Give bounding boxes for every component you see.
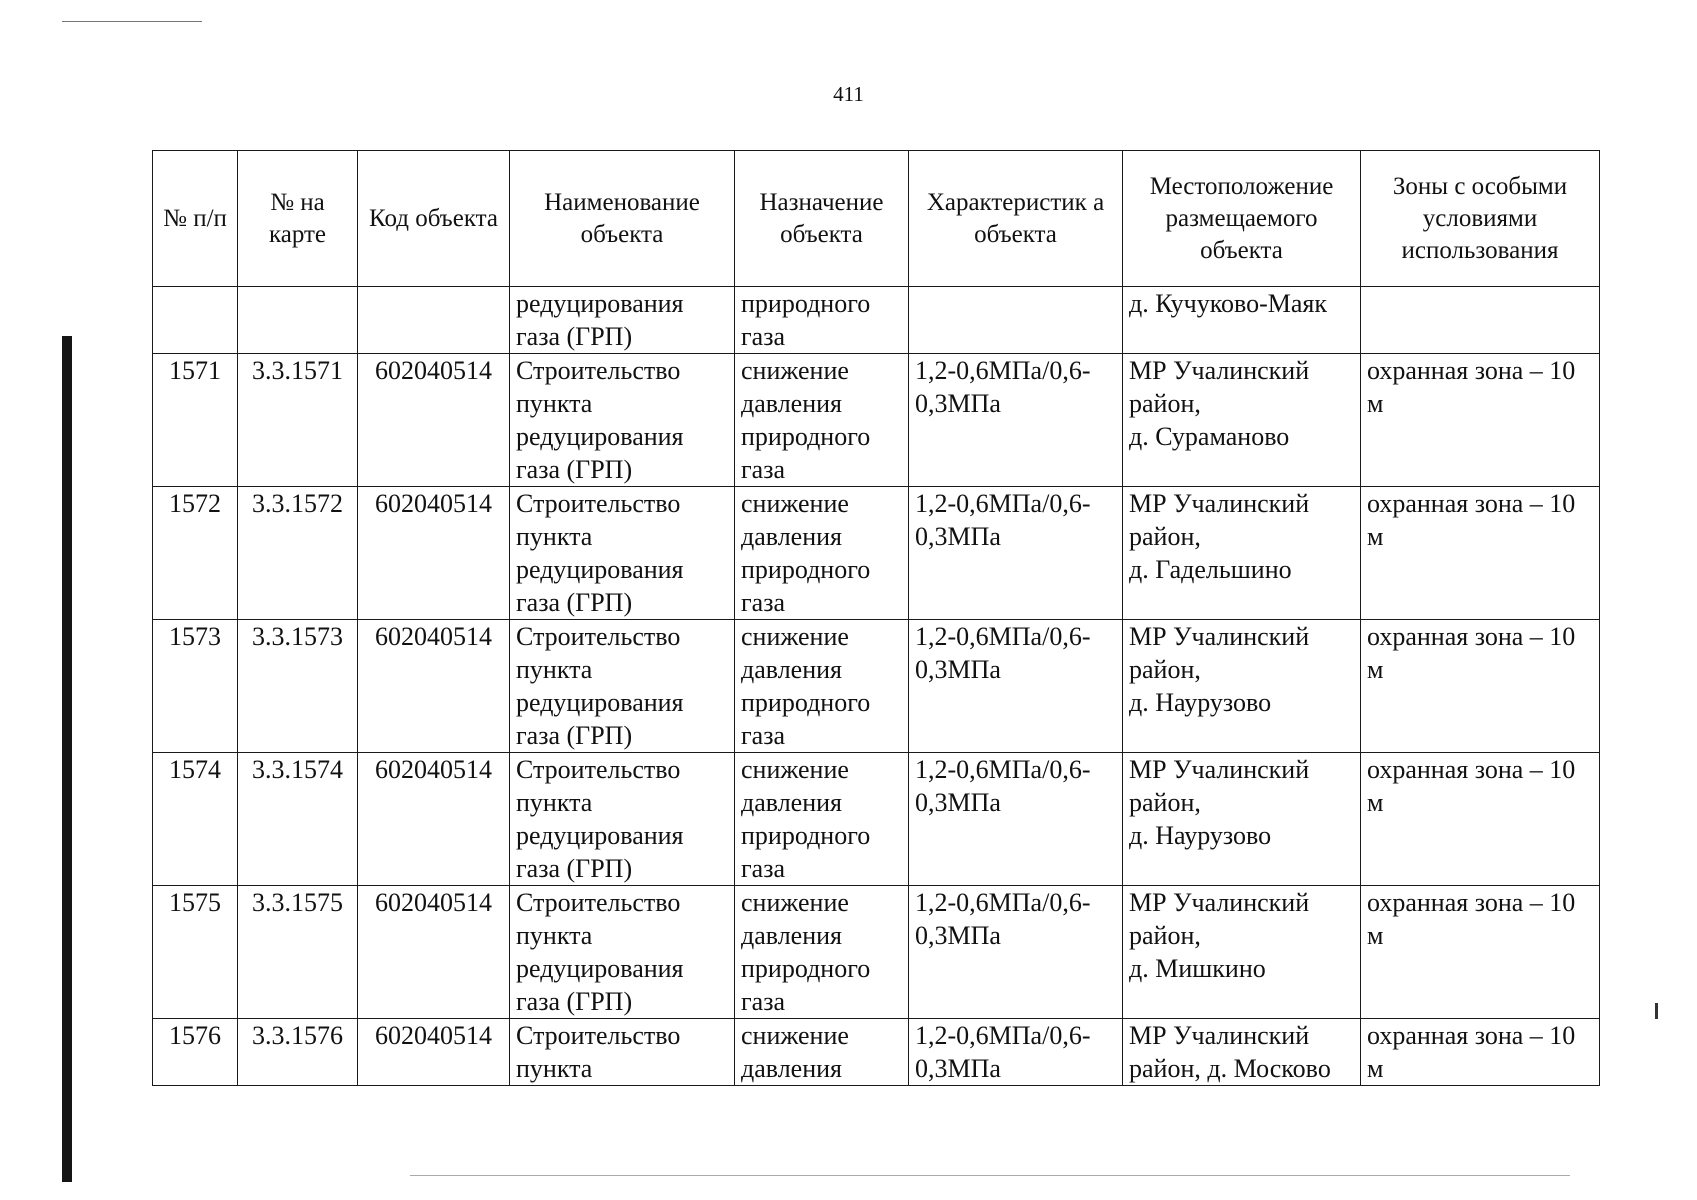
header-spec: Характеристик а объекта (909, 151, 1123, 287)
cell-location (1123, 753, 1361, 886)
header-num: № п/п (153, 151, 238, 287)
cell-map: 3.3.1575 (238, 886, 358, 1019)
cell-code: 602040514 (358, 886, 510, 1019)
cell-location: д. Кучуково-Маяк (1123, 287, 1361, 354)
cell-purpose: природного газа (735, 287, 909, 354)
header-map-num: № на карте (238, 151, 358, 287)
table-body (153, 287, 1600, 1086)
header-purpose: Назначение объекта (735, 151, 909, 287)
cell-name: Строительство пункта редуцирования газа (ГРП) (510, 886, 735, 1019)
header-location: Местоположение размещаемого объекта (1123, 151, 1361, 287)
page-number: 411 (833, 82, 864, 106)
table-row (153, 620, 1600, 753)
cell-map: 3.3.1572 (238, 487, 358, 620)
cell-code: 602040514 (358, 487, 510, 620)
cell-num (153, 287, 238, 354)
cell-spec: 1,2-0,6МПа/0,6-0,3МПа (909, 753, 1123, 886)
cell-spec: 1,2-0,6МПа/0,6-0,3МПа (909, 886, 1123, 1019)
cell-zone: охранная зона – 10 м (1361, 620, 1600, 753)
cell-purpose: снижение давления природного газа (735, 886, 909, 1019)
location-line-2: д. Мишкино (1129, 954, 1266, 983)
location-line-1: МР Учалинский район, (1129, 888, 1310, 950)
cell-purpose: снижение давления природного газа (735, 487, 909, 620)
table-row (153, 1019, 1600, 1086)
location-line-2: д. Наурузово (1129, 688, 1272, 717)
header-zone: Зоны с особыми условиями использования (1361, 151, 1600, 287)
location-line-1: МР Учалинский район, (1129, 356, 1310, 418)
cell-zone (1361, 287, 1600, 354)
location-line-1: МР Учалинский район, (1129, 489, 1310, 551)
cell-purpose: снижение давления (735, 1019, 909, 1086)
location-line-1: МР Учалинский район, (1129, 622, 1310, 684)
table-header (153, 151, 1600, 287)
cell-location: МР Учалинский район, д. Московo (1123, 1019, 1361, 1086)
cell-name: Строительство пункта редуцирования газа (ГРП) (510, 753, 735, 886)
location-line-2: д. Наурузово (1129, 821, 1272, 850)
cell-spec: 1,2-0,6МПа/0,6-0,3МПа (909, 620, 1123, 753)
cell-purpose: снижение давления природного газа (735, 620, 909, 753)
cell-code: 602040514 (358, 753, 510, 886)
scan-artifact-top-line (62, 21, 202, 22)
cell-num: 1571 (153, 354, 238, 487)
cell-map (238, 287, 358, 354)
table-row (153, 354, 1600, 487)
cell-map: 3.3.1574 (238, 753, 358, 886)
cell-num: 1573 (153, 620, 238, 753)
header-code: Код объекта (358, 151, 510, 287)
cell-location (1123, 487, 1361, 620)
location-line-2: д. Гадельшино (1129, 555, 1292, 584)
cell-zone: охранная зона – 10 м (1361, 354, 1600, 487)
cell-name: Строительство пункта редуцирования газа (ГРП) (510, 487, 735, 620)
table-row (153, 886, 1600, 1019)
cell-zone: охранная зона – 10 м (1361, 886, 1600, 1019)
cell-zone: охранная зона – 10 м (1361, 753, 1600, 886)
cell-num: 1576 (153, 1019, 238, 1086)
header-name: Наименование объекта (510, 151, 735, 287)
cell-name: редуцирования газа (ГРП) (510, 287, 735, 354)
cell-location (1123, 354, 1361, 487)
scan-artifact-bottom-line (410, 1175, 1570, 1176)
cell-code: 602040514 (358, 620, 510, 753)
cell-spec: 1,2-0,6МПа/0,6-0,3МПа (909, 487, 1123, 620)
cell-map: 3.3.1573 (238, 620, 358, 753)
cell-spec: 1,2-0,6МПа/0,6-0,3МПа (909, 1019, 1123, 1086)
cell-location (1123, 620, 1361, 753)
cell-num: 1574 (153, 753, 238, 886)
cell-purpose: снижение давления природного газа (735, 354, 909, 487)
table-row (153, 753, 1600, 886)
cell-name: Строительство пункта редуцирования газа (ГРП) (510, 354, 735, 487)
cell-location (1123, 886, 1361, 1019)
cell-zone: охранная зона – 10 м (1361, 487, 1600, 620)
scan-artifact-right-mark (1655, 1003, 1658, 1019)
cell-name: Строительство пункта (510, 1019, 735, 1086)
cell-purpose: снижение давления природного газа (735, 753, 909, 886)
table-row (153, 487, 1600, 620)
location-line-2: д. Сураманово (1129, 422, 1290, 451)
cell-spec (909, 287, 1123, 354)
cell-zone: охранная зона – 10 м (1361, 1019, 1600, 1086)
cell-num: 1572 (153, 487, 238, 620)
cell-name: Строительство пункта редуцирования газа (ГРП) (510, 620, 735, 753)
table-row-continuation (153, 287, 1600, 354)
location-line-1: МР Учалинский район, (1129, 755, 1310, 817)
cell-code (358, 287, 510, 354)
registry-table (152, 150, 1600, 1086)
cell-code: 602040514 (358, 354, 510, 487)
cell-map: 3.3.1576 (238, 1019, 358, 1086)
cell-map: 3.3.1571 (238, 354, 358, 487)
cell-num: 1575 (153, 886, 238, 1019)
scan-artifact-left-bar (62, 336, 72, 1182)
cell-spec: 1,2-0,6МПа/0,6-0,3МПа (909, 354, 1123, 487)
cell-code: 602040514 (358, 1019, 510, 1086)
